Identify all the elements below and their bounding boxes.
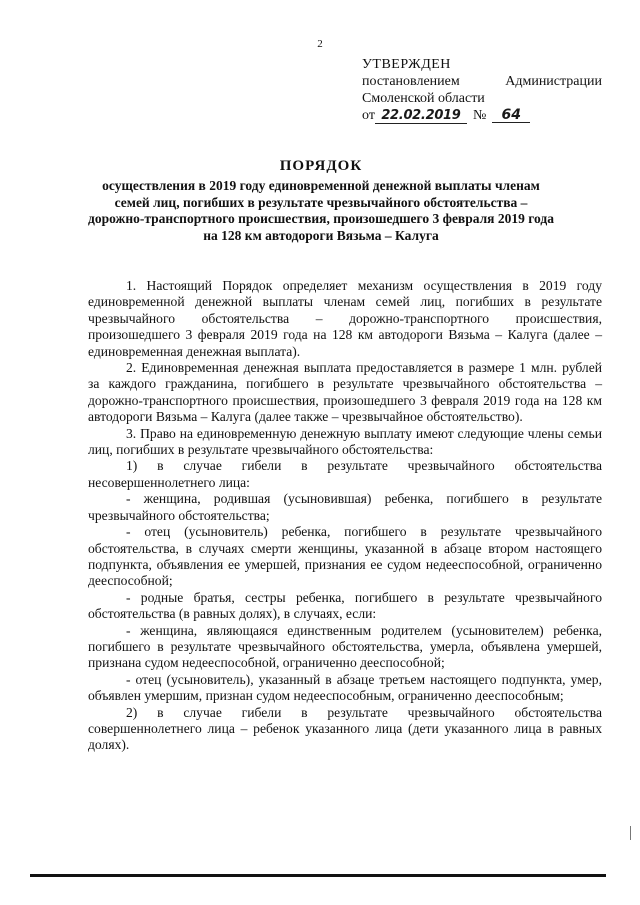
handwritten-date: 22.02.2019 bbox=[375, 109, 467, 124]
approval-from-label: от bbox=[362, 108, 375, 123]
approval-number-label: № bbox=[472, 108, 487, 123]
paragraph: 1) в случае гибели в результате чрезвычайного обстоятельства несовершеннолетнего лица: bbox=[88, 458, 602, 490]
paragraph: - женщина, являющаяся единственным родителем (усыновителем) ребенка, погибшего в результате чрезвычайного обстоятельства, умерла, объявлена умершей, признана судом недееспособной, ограниченно дееспособной; bbox=[88, 622, 602, 671]
approval-line-1 bbox=[362, 73, 602, 90]
approval-resolution-label: постановлением bbox=[362, 74, 460, 89]
paragraph: 3. Право на единовременную денежную выплату имеют следующие члены семьи лиц, погибших в результате чрезвычайного обстоятельства: bbox=[88, 425, 602, 458]
paragraph: 2. Единовременная денежная выплата предоставляется в размере 1 млн. рублей за каждого гражданина, погибшего в результате чрезвычайного обстоятельства – дорожно-транспортного происшествия, произошедшего 3 февраля 2019 года на 128 км автодороги Вязьма – Калуга (далее также – чрезвычайное обстоятельство). bbox=[88, 360, 602, 425]
approval-administration-label: Администрации bbox=[505, 74, 602, 89]
approval-date-number-line bbox=[362, 107, 602, 124]
approval-region: Смоленской области bbox=[362, 91, 485, 106]
document-title: ПОРЯДОК bbox=[279, 158, 363, 174]
paragraph: 2) в случае гибели в результате чрезвычайного обстоятельства совершеннолетнего лица – ребенок указанного лица (дети указанного лица в равных долях). bbox=[88, 704, 602, 753]
bottom-rule bbox=[30, 874, 606, 877]
handwritten-number: 64 bbox=[492, 108, 530, 123]
paragraph: - отец (усыновитель) ребенка, погибшего в результате чрезвычайного обстоятельства, в случаях смерти женщины, указанной в абзаце втором настоящего подпункта, объявления ее умершей, признания ее судом недееспособной, ограниченно дееспособной; bbox=[88, 524, 602, 589]
approval-title: УТВЕРЖДЕН bbox=[362, 57, 451, 72]
document-subtitle: осуществления в 2019 году единовременной денежной выплаты членам семей лиц, погибших в результате чрезвычайного обстоятельства – дорожно-транспортного происшествия, произошедшего 3 февраля 2019 года на 128 км автодороги Вязьма – Калуга bbox=[88, 178, 554, 243]
scan-mark bbox=[630, 826, 631, 840]
paragraph: 1. Настоящий Порядок определяет механизм осуществления в 2019 году единовременной денежной выплаты членам семей лиц, погибших в результате чрезвычайного обстоятельства – дорожно-транспортного происшествия, произошедшего 3 февраля 2019 года на 128 км автодороги Вязьма – Калуга (далее – единовременная денежная выплата). bbox=[88, 278, 602, 359]
document-body bbox=[88, 278, 602, 754]
paragraph: - родные братья, сестры ребенка, погибшего в результате чрезвычайного обстоятельства (в равных долях), в случаях, если: bbox=[88, 589, 602, 622]
approval-block bbox=[362, 56, 602, 124]
paragraph: - женщина, родившая (усыновившая) ребенка, погибшего в результате чрезвычайного обстоятельства; bbox=[88, 491, 602, 523]
document-heading bbox=[86, 158, 556, 244]
page-number: 2 bbox=[317, 38, 323, 50]
paragraph: - отец (усыновитель), указанный в абзаце третьем настоящего подпункта, умер, объявлен умершим, признан судом недееспособным, ограниченно дееспособным; bbox=[88, 671, 602, 704]
